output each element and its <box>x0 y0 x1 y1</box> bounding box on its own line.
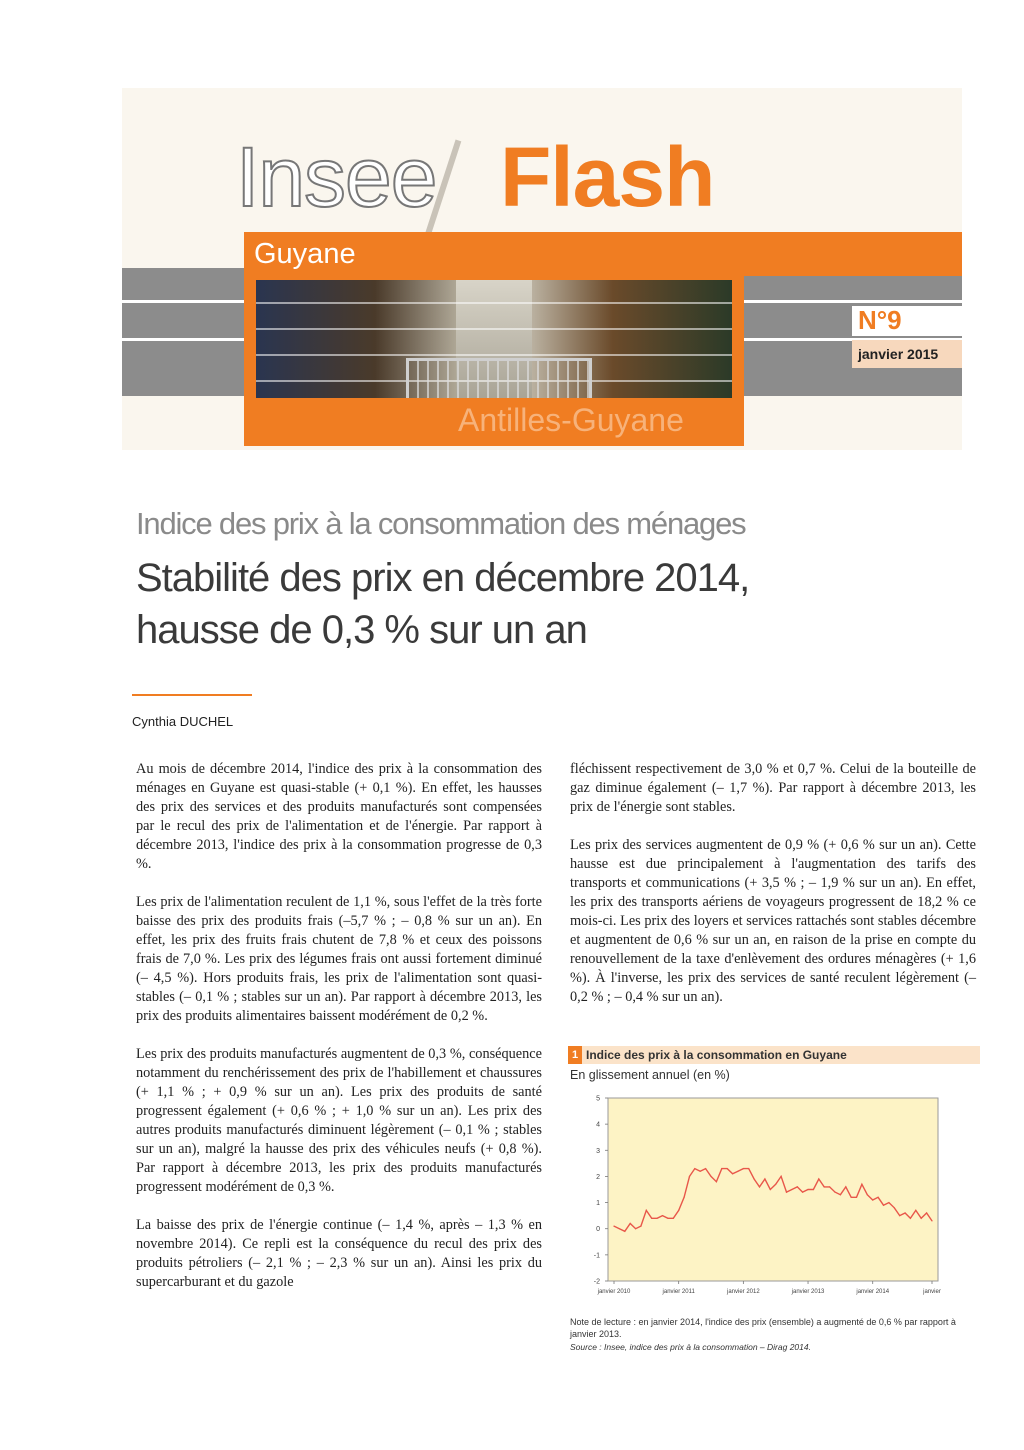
data-point <box>727 1168 728 1169</box>
figure-source: Source : Insee, indice des prix à la consommation – Dirag 2014. <box>570 1342 811 1352</box>
data-point <box>667 1218 668 1219</box>
y-tick-label: 0 <box>596 1226 600 1234</box>
photo-cart <box>406 358 592 398</box>
data-point <box>872 1199 873 1200</box>
title-rule <box>132 694 252 696</box>
data-point <box>613 1226 614 1227</box>
figure-reading-note: Note de lecture : en janvier 2014, l'indice des prix (ensemble) a augmenté de 0,6 % par rapport à janvier 2013. <box>570 1317 956 1339</box>
data-point <box>878 1197 879 1198</box>
data-point <box>856 1197 857 1198</box>
y-tick-label: 3 <box>596 1147 600 1155</box>
region-label: Guyane <box>254 238 356 270</box>
data-point <box>700 1171 701 1172</box>
data-point <box>640 1226 641 1227</box>
photo-shelf <box>256 302 732 304</box>
figure-number: 1 <box>568 1046 582 1064</box>
data-point <box>710 1176 711 1177</box>
photo-shelf <box>256 328 732 330</box>
article-title-line: Stabilité des prix en décembre 2014, <box>136 556 750 600</box>
data-point <box>748 1168 749 1169</box>
y-tick-label: 4 <box>596 1121 600 1129</box>
x-tick-label: janvier 2014 <box>856 1289 890 1295</box>
y-axis <box>594 1096 608 1286</box>
data-point <box>905 1212 906 1213</box>
x-tick-label: janvier 2010 <box>597 1289 631 1295</box>
data-point <box>894 1207 895 1208</box>
data-point <box>834 1192 835 1193</box>
x-tick-label: janvier 2012 <box>727 1289 760 1295</box>
data-point <box>721 1168 722 1169</box>
data-point <box>802 1192 803 1193</box>
data-point <box>770 1189 771 1190</box>
photo-shelf <box>256 354 732 356</box>
data-point <box>888 1202 889 1203</box>
supermarket-photo <box>256 280 732 398</box>
y-tick-label: -1 <box>593 1252 600 1260</box>
data-point <box>651 1218 652 1219</box>
data-point <box>824 1186 825 1187</box>
data-point <box>619 1228 620 1229</box>
data-point <box>705 1168 706 1169</box>
paragraph: fléchissent respectivement de 3,0 % et 0,7 %. Celui de la bouteille de gaz diminue également (– 1,7 %). Par rapport à décembre 2013, les prix de l'énergie sont stables. <box>570 761 976 815</box>
body-column-right <box>570 760 976 1026</box>
article-title <box>136 552 856 656</box>
data-point <box>689 1176 690 1177</box>
data-point <box>716 1181 717 1182</box>
body-column-left <box>136 760 542 1311</box>
article-title-line: hausse de 0,3 % sur un an <box>136 608 587 652</box>
data-point <box>646 1210 647 1211</box>
data-point <box>684 1197 685 1198</box>
brand-flash: Flash <box>500 130 715 224</box>
y-tick-label: 2 <box>596 1173 600 1181</box>
y-tick-label: -2 <box>593 1278 600 1286</box>
data-point <box>657 1218 658 1219</box>
data-point <box>867 1194 868 1195</box>
data-point <box>899 1215 900 1216</box>
data-point <box>754 1178 755 1179</box>
data-point <box>624 1231 625 1232</box>
x-axis <box>597 1281 941 1295</box>
x-tick-label: janvier 2011 <box>662 1289 695 1295</box>
data-point <box>694 1168 695 1169</box>
y-tick-label: 5 <box>596 1095 600 1103</box>
data-point <box>743 1168 744 1169</box>
data-point <box>845 1186 846 1187</box>
data-point <box>921 1218 922 1219</box>
data-point <box>926 1212 927 1213</box>
sub-region-label: Antilles-Guyane <box>458 402 684 438</box>
data-point <box>791 1189 792 1190</box>
cpi-line-chart <box>586 1088 946 1310</box>
data-point <box>786 1192 787 1193</box>
issue-number: N°9 <box>858 305 902 335</box>
data-point <box>678 1210 679 1211</box>
x-tick-label: janvier 2013 <box>791 1289 825 1295</box>
data-point <box>759 1186 760 1187</box>
data-point <box>732 1173 733 1174</box>
data-point <box>915 1210 916 1211</box>
data-point <box>630 1223 631 1224</box>
data-point <box>807 1189 808 1190</box>
paragraph: Au mois de décembre 2014, l'indice des prix à la consommation des ménages en Guyane est quasi-stable (+ 0,1 %). En effet, les hausses des prix des services et des produits manufacturés sont compensées par le recul des prix de l'alimentation et de l'énergie. Par rapport à décembre 2013, l'indice des prix à la consommation progresse de 0,3 %. <box>136 761 542 872</box>
data-point <box>737 1171 738 1172</box>
data-point <box>797 1186 798 1187</box>
data-point <box>813 1189 814 1190</box>
brand-insee: Insee <box>236 130 437 224</box>
data-point <box>861 1184 862 1185</box>
data-point <box>635 1228 636 1229</box>
data-point <box>764 1178 765 1179</box>
plot-area <box>608 1098 938 1281</box>
figure-subtitle: En glissement annuel (en %) <box>570 1068 730 1082</box>
paragraph: Les prix des produits manufacturés augmentent de 0,3 %, conséquence notamment du renchérissement des prix de l'habillement et chaussures (+ 1,1 % ; + 0,9 % sur un an). Les prix des produits de santé progressent également (+ 0,6 % ; + 1,0 % sur un an). Les prix des autres produits manufacturés diminuent légèrement (– 0,1 % ; stables sur un an), malgré la hausse des prix des véhicules neufs (+ 0,8 %). Par rapport à décembre 2013, les prix des produits manufacturés progressent modérément de 0,3 %. <box>136 1046 542 1195</box>
data-point <box>851 1197 852 1198</box>
data-point <box>883 1205 884 1206</box>
data-point <box>931 1220 932 1221</box>
paragraph: La baisse des prix de l'énergie continue (– 1,4 %, après – 1,3 % en novembre 2014). Ce repli est la conséquence du recul des prix des produits pétroliers (– 2,1 % ; – 2,3 % sur un an). Ainsi les prix du supercarburant et du gazole <box>136 1217 542 1290</box>
article-author: Cynthia DUCHEL <box>132 714 234 729</box>
data-point <box>781 1176 782 1177</box>
data-point <box>662 1215 663 1216</box>
figure-title: Indice des prix à la consommation en Guyane <box>586 1048 847 1062</box>
paragraph: Les prix des services augmentent de 0,9 % (+ 0,6 % sur un an). Cette hausse est due principalement à l'augmentation des tarifs des transports et communications (+ 3,5 % ; – 1,9 % sur un an). En effet, les prix des transports aériens de voyageurs progressent de 18,2 % ce mois-ci. Les prix des loyers et services rattachés sont stables décembre et augmentent de 0,6 % sur un an, en raison de la prise en compte du renouvellement de la taxe d'enlèvement des ordures ménagères (+ 1,6 %). À l'inverse, les prix des services de santé reculent légèrement (– 0,2 % ; – 0,4 % sur un an). <box>570 837 976 1005</box>
issue-date: janvier 2015 <box>858 346 939 362</box>
data-point <box>910 1218 911 1219</box>
data-point <box>840 1194 841 1195</box>
data-point <box>775 1184 776 1185</box>
article-kicker: Indice des prix à la consommation des ménages <box>136 506 746 541</box>
data-point <box>818 1178 819 1179</box>
y-tick-label: 1 <box>596 1200 600 1208</box>
x-tick-label: janvier <box>923 1289 941 1295</box>
data-point <box>673 1218 674 1219</box>
data-point <box>829 1186 830 1187</box>
paragraph: Les prix de l'alimentation reculent de 1,1 %, sous l'effet de la très forte baisse des prix des produits frais (–5,7 % ; – 0,8 % sur un an). En effet, les prix des fruits frais chutent de 7,8 % et ceux des poissons frais de 7,0 %. Les prix des légumes frais ont aussi fortement diminué (– 4,5 %). Hors produits frais, les prix de l'alimentation sont quasi-stables (– 0,1 % ; stables sur un an). Par rapport à décembre 2013, les prix des produits alimentaires baissent modérément de 0,2 %. <box>136 894 542 1024</box>
